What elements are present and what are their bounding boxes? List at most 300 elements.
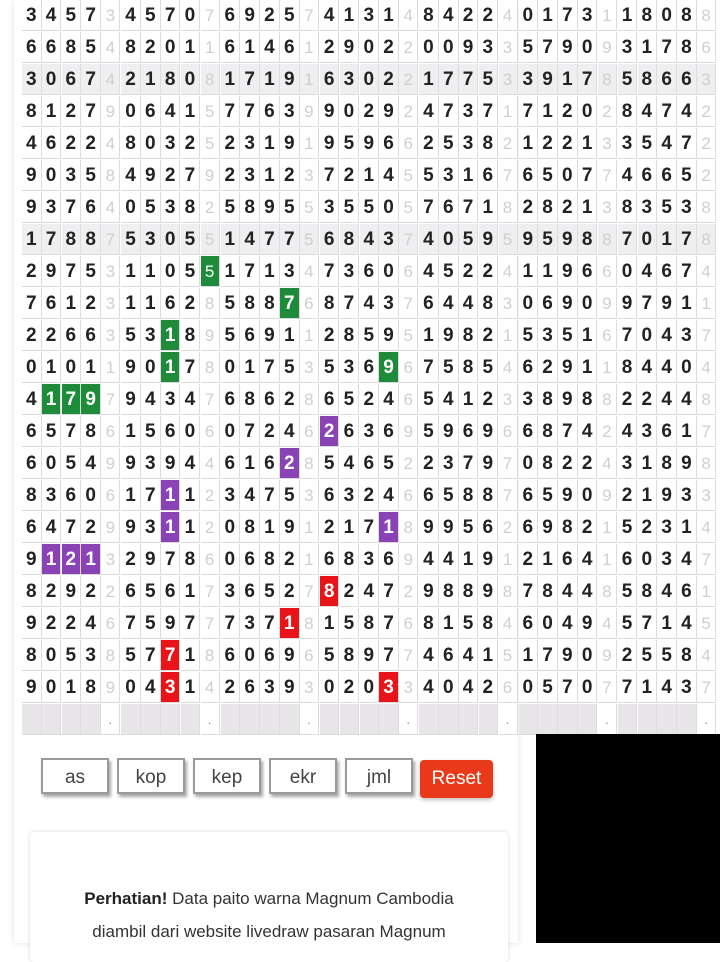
paito-digit[interactable]: 2 bbox=[360, 384, 380, 415]
paito-digit[interactable]: 0 bbox=[161, 224, 181, 255]
paito-digit[interactable]: 6 bbox=[657, 160, 677, 191]
paito-digit[interactable]: 7 bbox=[181, 352, 201, 383]
paito-digit[interactable]: 2 bbox=[221, 128, 241, 159]
paito-digit[interactable]: 8 bbox=[459, 320, 479, 351]
paito-digit[interactable]: 5 bbox=[439, 256, 459, 287]
paito-digit[interactable]: 4 bbox=[459, 640, 479, 671]
paito-digit[interactable]: 4 bbox=[141, 672, 161, 703]
paito-digit[interactable]: 3 bbox=[161, 192, 181, 223]
paito-digit[interactable]: 4 bbox=[578, 544, 598, 575]
paito-digit[interactable]: 4 bbox=[181, 448, 201, 479]
paito-digit[interactable]: 4 bbox=[677, 544, 697, 575]
paito-digit[interactable]: 3 bbox=[360, 544, 380, 575]
paito-digit[interactable]: 4 bbox=[439, 384, 459, 415]
paito-digit[interactable]: 4 bbox=[379, 480, 399, 511]
paito-digit[interactable]: 6 bbox=[221, 640, 241, 671]
paito-digit[interactable]: 7 bbox=[141, 480, 161, 511]
paito-digit[interactable]: 8 bbox=[538, 384, 558, 415]
paito-digit[interactable]: 3 bbox=[677, 480, 697, 511]
paito-digit[interactable]: 3 bbox=[280, 96, 300, 127]
paito-digit[interactable]: 8 bbox=[657, 448, 677, 479]
paito-digit[interactable]: 2 bbox=[62, 608, 82, 639]
paito-digit[interactable]: 6 bbox=[519, 512, 539, 543]
paito-digit[interactable]: 0 bbox=[519, 0, 539, 31]
paito-digit[interactable]: 9 bbox=[22, 160, 42, 191]
paito-digit[interactable]: 7 bbox=[419, 352, 439, 383]
paito-digit[interactable]: 6 bbox=[221, 448, 241, 479]
paito-digit[interactable]: 7 bbox=[62, 384, 82, 415]
filter-kop-button[interactable]: kop bbox=[117, 758, 185, 794]
paito-digit[interactable]: 8 bbox=[618, 352, 638, 383]
paito-digit[interactable]: 1 bbox=[260, 64, 280, 95]
paito-digit[interactable]: 4 bbox=[360, 288, 380, 319]
paito-digit[interactable]: 4 bbox=[379, 384, 399, 415]
paito-digit[interactable]: 1 bbox=[121, 480, 141, 511]
paito-digit[interactable]: 0 bbox=[519, 288, 539, 319]
paito-digit[interactable]: 1 bbox=[538, 544, 558, 575]
paito-digit[interactable]: 4 bbox=[657, 672, 677, 703]
paito-digit[interactable]: 6 bbox=[419, 288, 439, 319]
paito-digit[interactable]: 2 bbox=[360, 96, 380, 127]
paito-digit[interactable]: 3 bbox=[141, 448, 161, 479]
paito-digit[interactable]: 6 bbox=[81, 192, 101, 223]
paito-digit[interactable]: 1 bbox=[181, 96, 201, 127]
paito-digit[interactable]: 5 bbox=[538, 224, 558, 255]
paito-digit[interactable]: 4 bbox=[419, 256, 439, 287]
paito-digit[interactable]: 9 bbox=[280, 512, 300, 543]
paito-digit[interactable]: 9 bbox=[558, 256, 578, 287]
paito-digit[interactable]: 6 bbox=[379, 544, 399, 575]
paito-digit[interactable]: 1 bbox=[260, 128, 280, 159]
paito-digit[interactable]: 3 bbox=[260, 672, 280, 703]
paito-digit[interactable]: 0 bbox=[161, 32, 181, 63]
paito-digit[interactable]: 7 bbox=[81, 0, 101, 31]
paito-digit[interactable]: 4 bbox=[22, 384, 42, 415]
paito-digit[interactable]: 1 bbox=[161, 512, 181, 543]
paito-digit[interactable]: 3 bbox=[459, 128, 479, 159]
paito-digit[interactable]: 1 bbox=[638, 32, 658, 63]
paito-digit[interactable]: 6 bbox=[677, 64, 697, 95]
paito-digit[interactable]: 3 bbox=[161, 384, 181, 415]
paito-digit[interactable]: 1 bbox=[340, 512, 360, 543]
paito-digit[interactable]: 2 bbox=[280, 544, 300, 575]
paito-digit[interactable]: 9 bbox=[141, 160, 161, 191]
paito-digit[interactable]: 1 bbox=[519, 256, 539, 287]
paito-digit[interactable]: 5 bbox=[280, 352, 300, 383]
paito-digit[interactable]: 4 bbox=[42, 0, 62, 31]
paito-digit[interactable]: 9 bbox=[479, 544, 499, 575]
paito-digit[interactable]: 7 bbox=[638, 608, 658, 639]
paito-digit[interactable]: 1 bbox=[161, 352, 181, 383]
paito-digit[interactable]: 9 bbox=[161, 448, 181, 479]
paito-digit[interactable]: 8 bbox=[638, 576, 658, 607]
paito-digit[interactable]: 0 bbox=[121, 96, 141, 127]
paito-digit[interactable]: 3 bbox=[657, 544, 677, 575]
paito-digit[interactable]: 9 bbox=[280, 640, 300, 671]
paito-digit[interactable]: 7 bbox=[320, 256, 340, 287]
paito-digit[interactable]: 8 bbox=[22, 480, 42, 511]
paito-digit[interactable]: 2 bbox=[379, 32, 399, 63]
filter-kep-button[interactable]: kep bbox=[193, 758, 261, 794]
paito-digit[interactable]: 1 bbox=[538, 0, 558, 31]
paito-digit[interactable]: 9 bbox=[280, 64, 300, 95]
paito-digit[interactable]: 6 bbox=[42, 128, 62, 159]
paito-digit[interactable]: 7 bbox=[240, 64, 260, 95]
paito-digit[interactable]: 8 bbox=[240, 288, 260, 319]
paito-digit[interactable]: 6 bbox=[677, 576, 697, 607]
paito-digit[interactable]: 5 bbox=[459, 512, 479, 543]
paito-digit[interactable]: 4 bbox=[360, 576, 380, 607]
paito-digit[interactable]: 2 bbox=[320, 320, 340, 351]
paito-digit[interactable]: 8 bbox=[181, 320, 201, 351]
paito-digit[interactable]: 3 bbox=[141, 320, 161, 351]
paito-digit[interactable]: 0 bbox=[340, 96, 360, 127]
paito-digit[interactable]: 8 bbox=[618, 192, 638, 223]
paito-digit[interactable]: 1 bbox=[320, 608, 340, 639]
paito-digit[interactable]: 5 bbox=[340, 128, 360, 159]
paito-digit[interactable]: 6 bbox=[260, 384, 280, 415]
paito-digit[interactable]: 7 bbox=[558, 416, 578, 447]
paito-digit[interactable]: 3 bbox=[280, 256, 300, 287]
paito-digit[interactable]: 1 bbox=[459, 160, 479, 191]
paito-digit[interactable]: 6 bbox=[479, 160, 499, 191]
paito-digit[interactable]: 6 bbox=[22, 448, 42, 479]
paito-digit[interactable]: 3 bbox=[657, 512, 677, 543]
paito-digit[interactable]: 9 bbox=[558, 288, 578, 319]
paito-digit[interactable]: 2 bbox=[121, 64, 141, 95]
paito-digit[interactable]: 4 bbox=[618, 416, 638, 447]
paito-digit[interactable]: 8 bbox=[419, 0, 439, 31]
paito-digit[interactable]: 0 bbox=[519, 672, 539, 703]
paito-digit[interactable]: 1 bbox=[538, 256, 558, 287]
paito-digit[interactable]: 1 bbox=[240, 352, 260, 383]
paito-digit[interactable]: 7 bbox=[578, 64, 598, 95]
paito-digit[interactable]: 0 bbox=[578, 640, 598, 671]
paito-digit[interactable]: 2 bbox=[81, 512, 101, 543]
paito-digit[interactable]: 7 bbox=[360, 512, 380, 543]
paito-digit[interactable]: 7 bbox=[459, 448, 479, 479]
paito-digit[interactable]: 4 bbox=[360, 224, 380, 255]
paito-digit[interactable]: 3 bbox=[62, 160, 82, 191]
paito-digit[interactable]: 6 bbox=[439, 192, 459, 223]
paito-digit[interactable]: 3 bbox=[479, 32, 499, 63]
paito-digit[interactable]: 2 bbox=[479, 384, 499, 415]
paito-digit[interactable]: 6 bbox=[260, 96, 280, 127]
paito-digit[interactable]: 0 bbox=[538, 608, 558, 639]
paito-digit[interactable]: 8 bbox=[340, 224, 360, 255]
paito-digit[interactable]: 0 bbox=[42, 448, 62, 479]
paito-digit[interactable]: 1 bbox=[578, 352, 598, 383]
paito-digit[interactable]: 0 bbox=[657, 0, 677, 31]
paito-digit[interactable]: 1 bbox=[221, 256, 241, 287]
paito-digit[interactable]: 1 bbox=[419, 320, 439, 351]
paito-digit[interactable]: 7 bbox=[240, 96, 260, 127]
paito-digit[interactable]: 4 bbox=[657, 320, 677, 351]
paito-digit[interactable]: 4 bbox=[22, 128, 42, 159]
paito-digit[interactable]: 5 bbox=[657, 192, 677, 223]
paito-digit[interactable]: 7 bbox=[558, 0, 578, 31]
paito-digit[interactable]: 4 bbox=[260, 32, 280, 63]
paito-digit[interactable]: 3 bbox=[141, 512, 161, 543]
paito-digit[interactable]: 3 bbox=[22, 0, 42, 31]
paito-digit[interactable]: 5 bbox=[181, 224, 201, 255]
paito-digit[interactable]: 8 bbox=[558, 512, 578, 543]
paito-digit[interactable]: 4 bbox=[320, 0, 340, 31]
paito-digit[interactable]: 6 bbox=[121, 576, 141, 607]
paito-digit[interactable]: 2 bbox=[419, 128, 439, 159]
paito-digit[interactable]: 1 bbox=[379, 512, 399, 543]
paito-digit[interactable]: 8 bbox=[538, 448, 558, 479]
paito-digit[interactable]: 9 bbox=[240, 0, 260, 31]
paito-digit[interactable]: 2 bbox=[538, 128, 558, 159]
paito-digit[interactable]: 1 bbox=[141, 256, 161, 287]
paito-digit[interactable]: 8 bbox=[81, 672, 101, 703]
paito-digit[interactable]: 9 bbox=[320, 128, 340, 159]
paito-digit[interactable]: 7 bbox=[260, 352, 280, 383]
paito-digit[interactable]: 6 bbox=[221, 384, 241, 415]
paito-digit[interactable]: 8 bbox=[121, 128, 141, 159]
paito-digit[interactable]: 8 bbox=[240, 384, 260, 415]
paito-digit[interactable]: 0 bbox=[121, 192, 141, 223]
paito-digit[interactable]: 7 bbox=[618, 224, 638, 255]
paito-digit[interactable]: 6 bbox=[657, 416, 677, 447]
paito-digit[interactable]: 7 bbox=[657, 32, 677, 63]
paito-digit[interactable]: 9 bbox=[479, 224, 499, 255]
paito-digit[interactable]: 9 bbox=[479, 416, 499, 447]
paito-digit[interactable]: 5 bbox=[121, 224, 141, 255]
paito-digit[interactable]: 3 bbox=[360, 0, 380, 31]
paito-digit[interactable]: 7 bbox=[260, 480, 280, 511]
paito-digit[interactable]: 6 bbox=[519, 352, 539, 383]
paito-digit[interactable]: 1 bbox=[141, 64, 161, 95]
paito-digit[interactable]: 8 bbox=[538, 576, 558, 607]
paito-digit[interactable]: 0 bbox=[181, 0, 201, 31]
paito-digit[interactable]: 0 bbox=[62, 352, 82, 383]
paito-digit[interactable]: 7 bbox=[42, 224, 62, 255]
paito-digit[interactable]: 1 bbox=[181, 672, 201, 703]
paito-digit[interactable]: 3 bbox=[221, 576, 241, 607]
paito-digit[interactable]: 1 bbox=[479, 640, 499, 671]
paito-digit[interactable]: 5 bbox=[360, 192, 380, 223]
paito-digit[interactable]: 8 bbox=[677, 0, 697, 31]
paito-digit[interactable]: 6 bbox=[320, 224, 340, 255]
paito-digit[interactable]: 8 bbox=[240, 192, 260, 223]
paito-digit[interactable]: 5 bbox=[260, 576, 280, 607]
paito-digit[interactable]: 3 bbox=[439, 160, 459, 191]
paito-digit[interactable]: 6 bbox=[22, 512, 42, 543]
paito-digit[interactable]: 0 bbox=[181, 416, 201, 447]
paito-digit[interactable]: 5 bbox=[479, 64, 499, 95]
paito-digit[interactable]: 2 bbox=[221, 160, 241, 191]
paito-digit[interactable]: 5 bbox=[320, 448, 340, 479]
paito-digit[interactable]: 6 bbox=[280, 32, 300, 63]
paito-digit[interactable]: 8 bbox=[578, 384, 598, 415]
paito-digit[interactable]: 8 bbox=[638, 0, 658, 31]
paito-digit[interactable]: 5 bbox=[419, 384, 439, 415]
paito-digit[interactable]: 2 bbox=[638, 384, 658, 415]
paito-digit[interactable]: 2 bbox=[280, 384, 300, 415]
paito-digit[interactable]: 7 bbox=[62, 192, 82, 223]
paito-digit[interactable]: 7 bbox=[538, 32, 558, 63]
paito-digit[interactable]: 5 bbox=[62, 448, 82, 479]
paito-digit[interactable]: 3 bbox=[240, 128, 260, 159]
paito-digit[interactable]: 1 bbox=[62, 672, 82, 703]
paito-digit[interactable]: 8 bbox=[360, 608, 380, 639]
paito-digit[interactable]: 7 bbox=[260, 224, 280, 255]
paito-digit[interactable]: 2 bbox=[22, 256, 42, 287]
paito-digit[interactable]: 5 bbox=[618, 512, 638, 543]
paito-digit[interactable]: 0 bbox=[42, 640, 62, 671]
paito-digit[interactable]: 4 bbox=[657, 128, 677, 159]
paito-digit[interactable]: 0 bbox=[42, 160, 62, 191]
paito-digit[interactable]: 6 bbox=[240, 544, 260, 575]
paito-digit[interactable]: 8 bbox=[479, 128, 499, 159]
paito-digit[interactable]: 7 bbox=[677, 128, 697, 159]
paito-digit[interactable]: 6 bbox=[578, 256, 598, 287]
paito-digit[interactable]: 8 bbox=[320, 576, 340, 607]
paito-digit[interactable]: 2 bbox=[479, 0, 499, 31]
paito-digit[interactable]: 7 bbox=[181, 608, 201, 639]
paito-digit[interactable]: 7 bbox=[221, 608, 241, 639]
paito-digit[interactable]: 4 bbox=[439, 288, 459, 319]
paito-digit[interactable]: 2 bbox=[22, 320, 42, 351]
paito-digit[interactable]: 4 bbox=[240, 224, 260, 255]
paito-digit[interactable]: 8 bbox=[459, 352, 479, 383]
paito-digit[interactable]: 9 bbox=[657, 480, 677, 511]
paito-digit[interactable]: 6 bbox=[360, 352, 380, 383]
paito-digit[interactable]: 0 bbox=[360, 64, 380, 95]
paito-digit[interactable]: 7 bbox=[618, 320, 638, 351]
paito-digit[interactable]: 0 bbox=[439, 224, 459, 255]
paito-digit[interactable]: 5 bbox=[439, 352, 459, 383]
paito-digit[interactable]: 2 bbox=[618, 480, 638, 511]
paito-digit[interactable]: 4 bbox=[638, 352, 658, 383]
paito-digit[interactable]: 5 bbox=[439, 480, 459, 511]
paito-digit[interactable]: 4 bbox=[657, 384, 677, 415]
paito-digit[interactable]: 5 bbox=[280, 0, 300, 31]
paito-digit[interactable]: 6 bbox=[558, 544, 578, 575]
paito-digit[interactable]: 2 bbox=[638, 512, 658, 543]
paito-digit[interactable]: 9 bbox=[22, 544, 42, 575]
paito-digit[interactable]: 5 bbox=[638, 640, 658, 671]
paito-digit[interactable]: 7 bbox=[379, 640, 399, 671]
paito-digit[interactable]: 4 bbox=[419, 672, 439, 703]
paito-digit[interactable]: 2 bbox=[62, 544, 82, 575]
paito-digit[interactable]: 0 bbox=[161, 256, 181, 287]
paito-digit[interactable]: 8 bbox=[538, 192, 558, 223]
paito-digit[interactable]: 0 bbox=[320, 672, 340, 703]
paito-digit[interactable]: 7 bbox=[538, 640, 558, 671]
paito-digit[interactable]: 2 bbox=[578, 512, 598, 543]
paito-digit[interactable]: 7 bbox=[519, 96, 539, 127]
paito-digit[interactable]: 9 bbox=[379, 320, 399, 351]
paito-digit[interactable]: 9 bbox=[618, 288, 638, 319]
paito-digit[interactable]: 6 bbox=[240, 672, 260, 703]
paito-digit[interactable]: 6 bbox=[379, 128, 399, 159]
paito-digit[interactable]: 0 bbox=[360, 672, 380, 703]
paito-digit[interactable]: 1 bbox=[221, 64, 241, 95]
paito-digit[interactable]: 0 bbox=[81, 480, 101, 511]
paito-digit[interactable]: 4 bbox=[121, 160, 141, 191]
paito-digit[interactable]: 9 bbox=[280, 128, 300, 159]
paito-digit[interactable]: 6 bbox=[320, 544, 340, 575]
paito-digit[interactable]: 1 bbox=[657, 224, 677, 255]
paito-digit[interactable]: 2 bbox=[81, 288, 101, 319]
paito-digit[interactable]: 4 bbox=[657, 352, 677, 383]
paito-digit[interactable]: 1 bbox=[62, 288, 82, 319]
paito-digit[interactable]: 9 bbox=[558, 224, 578, 255]
paito-digit[interactable]: 1 bbox=[519, 640, 539, 671]
paito-digit[interactable]: 9 bbox=[42, 256, 62, 287]
paito-digit[interactable]: 9 bbox=[121, 384, 141, 415]
paito-digit[interactable]: 1 bbox=[578, 192, 598, 223]
paito-digit[interactable]: 5 bbox=[141, 576, 161, 607]
paito-digit[interactable]: 9 bbox=[161, 608, 181, 639]
paito-digit[interactable]: 6 bbox=[240, 576, 260, 607]
paito-digit[interactable]: 2 bbox=[360, 480, 380, 511]
paito-digit[interactable]: 5 bbox=[221, 192, 241, 223]
paito-digit[interactable]: 6 bbox=[62, 480, 82, 511]
paito-digit[interactable]: 1 bbox=[181, 576, 201, 607]
paito-digit[interactable]: 7 bbox=[379, 576, 399, 607]
paito-digit[interactable]: 5 bbox=[618, 64, 638, 95]
paito-digit[interactable]: 6 bbox=[320, 384, 340, 415]
paito-digit[interactable]: 5 bbox=[479, 352, 499, 383]
paito-digit[interactable]: 8 bbox=[320, 288, 340, 319]
paito-digit[interactable]: 2 bbox=[479, 320, 499, 351]
paito-digit[interactable]: 3 bbox=[519, 64, 539, 95]
paito-digit[interactable]: 0 bbox=[240, 640, 260, 671]
paito-digit[interactable]: 7 bbox=[439, 64, 459, 95]
paito-digit[interactable]: 4 bbox=[578, 576, 598, 607]
paito-digit[interactable]: 1 bbox=[677, 416, 697, 447]
paito-digit[interactable]: 8 bbox=[479, 288, 499, 319]
paito-digit[interactable]: 7 bbox=[379, 608, 399, 639]
paito-digit[interactable]: 4 bbox=[419, 640, 439, 671]
paito-digit[interactable]: 7 bbox=[161, 640, 181, 671]
paito-digit[interactable]: 5 bbox=[62, 640, 82, 671]
paito-digit[interactable]: 3 bbox=[379, 672, 399, 703]
paito-digit[interactable]: 2 bbox=[340, 160, 360, 191]
paito-digit[interactable]: 9 bbox=[558, 352, 578, 383]
paito-digit[interactable]: 1 bbox=[81, 544, 101, 575]
paito-digit[interactable]: 6 bbox=[419, 480, 439, 511]
paito-digit[interactable]: 6 bbox=[81, 320, 101, 351]
paito-digit[interactable]: 9 bbox=[360, 128, 380, 159]
paito-digit[interactable]: 4 bbox=[81, 448, 101, 479]
paito-digit[interactable]: 0 bbox=[578, 32, 598, 63]
paito-digit[interactable]: 0 bbox=[638, 224, 658, 255]
paito-digit[interactable]: 3 bbox=[42, 480, 62, 511]
paito-digit[interactable]: 2 bbox=[479, 256, 499, 287]
paito-digit[interactable]: 5 bbox=[538, 480, 558, 511]
paito-digit[interactable]: 8 bbox=[260, 288, 280, 319]
paito-digit[interactable]: 5 bbox=[181, 256, 201, 287]
paito-digit[interactable]: 0 bbox=[379, 192, 399, 223]
paito-digit[interactable]: 0 bbox=[221, 352, 241, 383]
paito-digit[interactable]: 0 bbox=[221, 416, 241, 447]
paito-digit[interactable]: 9 bbox=[538, 64, 558, 95]
paito-digit[interactable]: 9 bbox=[320, 96, 340, 127]
paito-digit[interactable]: 7 bbox=[320, 160, 340, 191]
paito-digit[interactable]: 7 bbox=[62, 512, 82, 543]
paito-digit[interactable]: 8 bbox=[260, 544, 280, 575]
paito-digit[interactable]: 3 bbox=[42, 192, 62, 223]
paito-digit[interactable]: 0 bbox=[379, 256, 399, 287]
paito-digit[interactable]: 0 bbox=[578, 672, 598, 703]
paito-digit[interactable]: 3 bbox=[240, 608, 260, 639]
paito-digit[interactable]: 6 bbox=[320, 64, 340, 95]
